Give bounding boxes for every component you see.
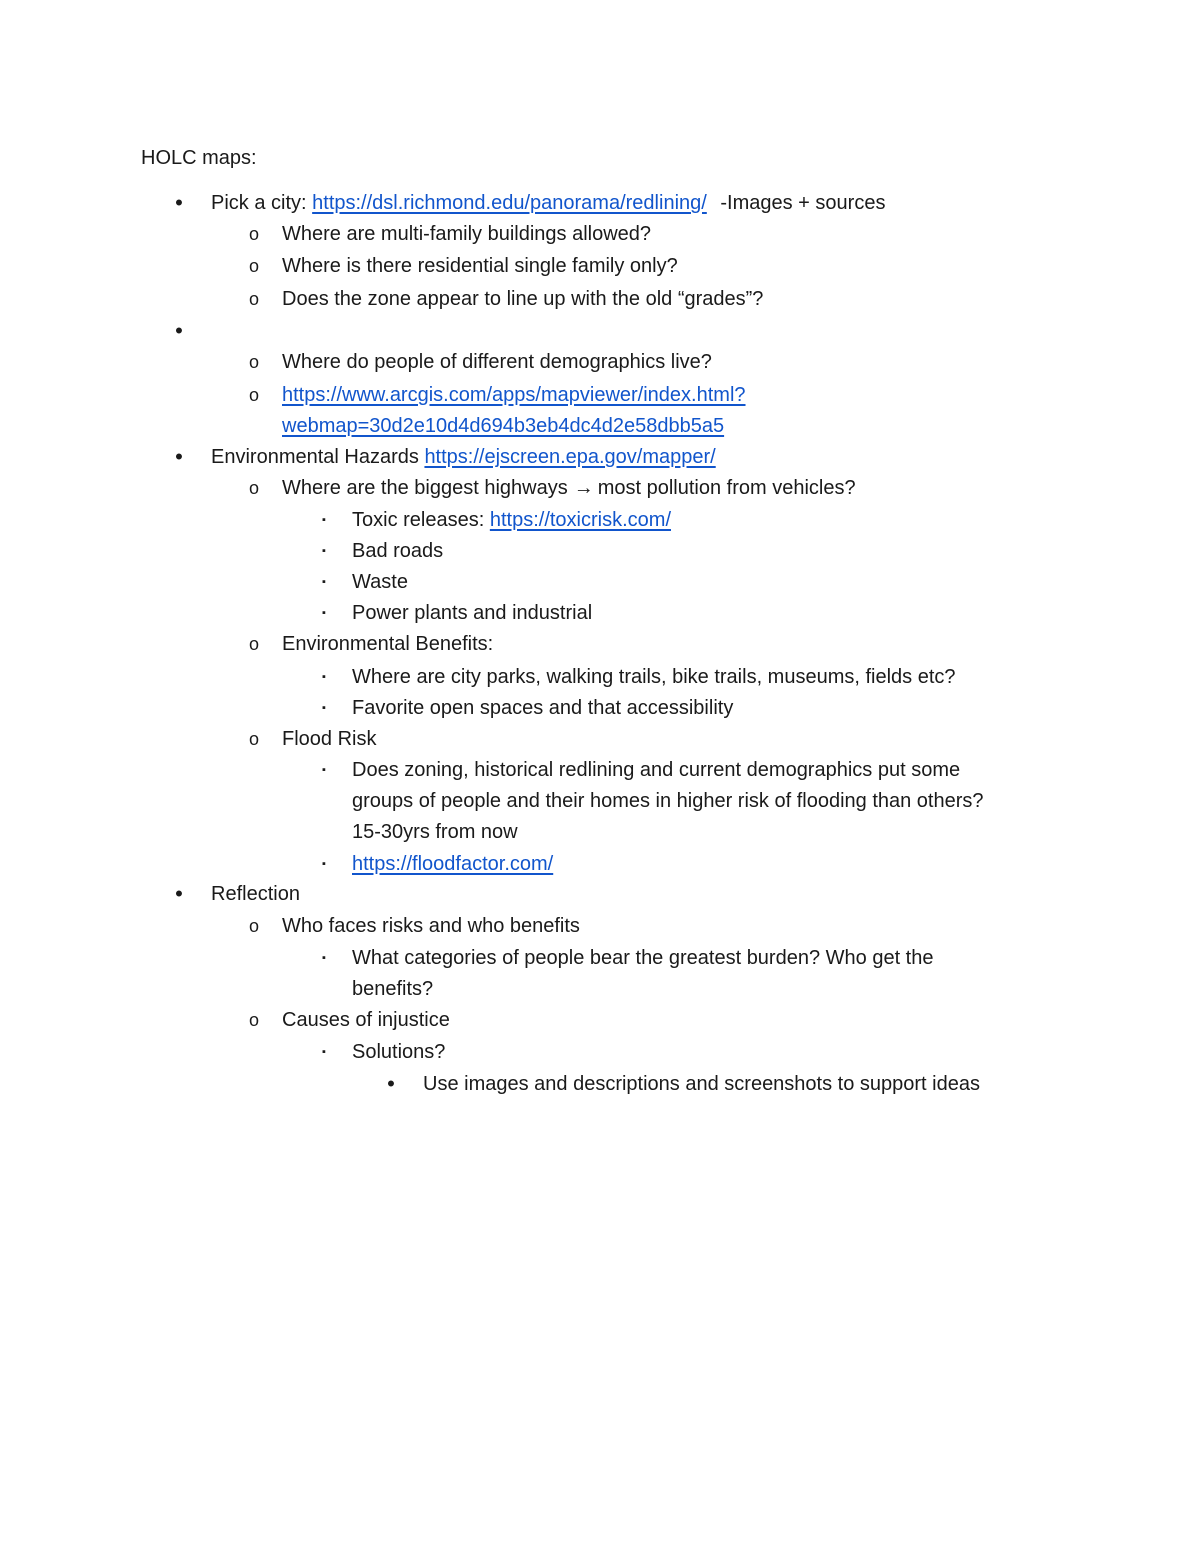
square-marker: ▪ — [322, 952, 326, 964]
square-marker: ▪ — [322, 607, 326, 619]
circle-marker: o — [248, 385, 259, 405]
list-item-floodfactor — [352, 852, 553, 876]
list-item: Bad roads — [352, 540, 444, 562]
list-item: Environmental Benefits: — [282, 633, 494, 655]
square-marker: ▪ — [322, 576, 326, 588]
floodfactor-link[interactable]: https://floodfactor.com/ — [352, 853, 554, 875]
bullet-marker-empty: • — [175, 318, 183, 343]
circle-marker: o — [248, 1010, 259, 1030]
square-marker: ▪ — [322, 514, 326, 526]
list-item: Solutions? — [352, 1041, 446, 1063]
list-item: Does zoning, historical redlining and current demographics put some — [352, 759, 961, 781]
list-item: Causes of injustice — [282, 1009, 450, 1031]
environmental-label: Environmental Hazards — [211, 446, 419, 468]
highways-question-part2: most pollution from vehicles? — [597, 477, 856, 499]
list-item-arcgis-line1 — [282, 383, 746, 407]
circle-marker: o — [248, 256, 259, 276]
list-item: Waste — [352, 571, 408, 593]
circle-marker: o — [248, 224, 259, 244]
bullet-marker: • — [387, 1071, 395, 1096]
bullet-marker: • — [175, 444, 183, 469]
square-marker: ▪ — [322, 764, 326, 776]
list-item-toxic — [352, 508, 671, 532]
bullet-marker: • — [175, 190, 183, 215]
list-item: Where do people of different demographics live? — [282, 351, 712, 373]
list-item: Use images and descriptions and screenshots to support ideas — [423, 1073, 980, 1095]
toxicrisk-link[interactable]: https://toxicrisk.com/ — [489, 509, 671, 531]
bullet-marker: • — [175, 881, 183, 906]
list-item-arcgis-line2 — [282, 414, 724, 438]
list-item: Reflection — [211, 883, 300, 905]
list-item: Where are city parks, walking trails, bike trails, museums, fields etc? — [352, 666, 956, 688]
arcgis-link-continued[interactable]: webmap=30d2e10d4d694b3eb4dc4d2e58dbb5a5 — [282, 415, 725, 437]
square-marker: ▪ — [322, 1046, 326, 1058]
heading: HOLC maps: — [141, 147, 257, 169]
circle-marker: o — [248, 916, 259, 936]
list-item: Flood Risk — [282, 728, 377, 750]
list-item: Favorite open spaces and that accessibility — [352, 697, 734, 719]
toxic-label: Toxic releases: — [352, 509, 485, 531]
circle-marker: o — [248, 634, 259, 654]
circle-marker: o — [248, 729, 259, 749]
highways-question-part1: Where are the biggest highways — [282, 477, 568, 499]
pick-city-suffix: -Images + sources — [720, 192, 886, 214]
circle-marker: o — [248, 289, 259, 309]
list-item: Where is there residential single family only? — [282, 255, 678, 277]
ejscreen-link[interactable]: https://ejscreen.epa.gov/mapper/ — [424, 446, 716, 468]
list-item-highways — [282, 476, 856, 500]
square-marker: ▪ — [322, 858, 326, 870]
list-item: Who faces risks and who benefits — [282, 915, 580, 937]
square-marker: ▪ — [322, 671, 326, 683]
redlining-link[interactable]: https://dsl.richmond.edu/panorama/redlining/ — [312, 192, 707, 214]
arcgis-link[interactable]: https://www.arcgis.com/apps/mapviewer/index.html? — [282, 384, 746, 406]
list-item: What categories of people bear the greatest burden? Who get the — [352, 947, 934, 969]
pick-city-label: Pick a city: — [211, 192, 307, 214]
circle-marker: o — [248, 352, 259, 372]
circle-marker: o — [248, 478, 259, 498]
square-marker: ▪ — [322, 545, 326, 557]
list-item-continued: benefits? — [352, 978, 434, 1000]
list-item-environmental — [211, 445, 716, 469]
list-item: Does the zone appear to line up with the old “grades”? — [282, 288, 764, 310]
square-marker: ▪ — [322, 702, 326, 714]
arrow-right-icon: → — [573, 477, 594, 499]
list-item-continued: groups of people and their homes in higher risk of flooding than others? — [352, 790, 984, 812]
list-item-pick-city — [211, 191, 885, 215]
list-item-continued: 15-30yrs from now — [352, 821, 518, 843]
list-item: Where are multi-family buildings allowed? — [282, 223, 652, 245]
list-item: Power plants and industrial — [352, 602, 593, 624]
